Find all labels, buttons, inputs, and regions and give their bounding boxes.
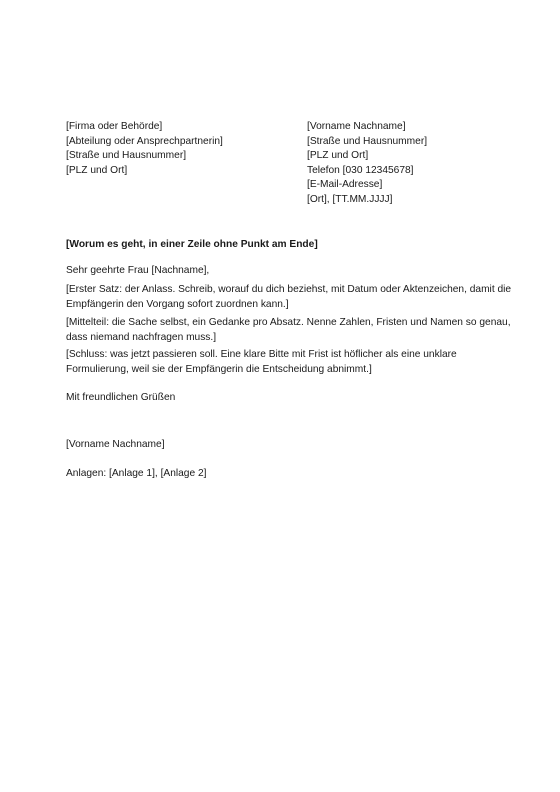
sender-line-street: [Straße und Hausnummer] <box>307 135 428 147</box>
salutation: Sehr geehrte Frau [Nachname], <box>66 265 210 276</box>
recipient-line-street: [Straße und Hausnummer] <box>66 150 187 162</box>
recipient-line-department: [Abteilung oder Ansprechpartnerin] <box>66 135 223 147</box>
body-paragraph-main: [Mittelteil: die Sache selbst, ein Gedanke pro Absatz. Nenne Zahlen, Fristen und Namen so genau, dass niemand nachfragen muss.] <box>66 317 511 343</box>
body-paragraph-intro: [Erster Satz: der Anlass. Schreib, worauf du dich beziehst, mit Datum oder Aktenzeichen, damit die Empfängerin den Vorgang sofort zuordnen kann.] <box>66 284 512 310</box>
sender-line-phone: Telefon [030 12345678] <box>307 164 414 176</box>
sender-line-date: [Ort], [TT.MM.JJJJ] <box>307 193 393 205</box>
recipient-line-city: [PLZ und Ort] <box>66 164 128 176</box>
closing-formula: Mit freundlichen Grüßen <box>66 392 176 403</box>
attachments-line: Anlagen: [Anlage 1], [Anlage 2] <box>66 468 207 479</box>
recipient-address <box>66 120 286 178</box>
body-paragraph-conclusion: [Schluss: was jetzt passieren soll. Eine klare Bitte mit Frist ist höflicher als eine unklare Formulierung, weil sie der Empfängerin die Entscheidung abnimmt.] <box>66 349 457 375</box>
sender-address <box>307 120 507 208</box>
sender-line-name: [Vorname Nachname] <box>307 121 406 132</box>
sender-line-city: [PLZ und Ort] <box>307 150 369 162</box>
recipient-line-company: [Firma oder Behörde] <box>66 121 163 132</box>
subject-line: [Worum es geht, in einer Zeile ohne Punkt am Ende] <box>66 239 318 250</box>
signature-name: [Vorname Nachname] <box>66 439 165 450</box>
sender-line-email: [E-Mail-Adresse] <box>307 179 383 191</box>
